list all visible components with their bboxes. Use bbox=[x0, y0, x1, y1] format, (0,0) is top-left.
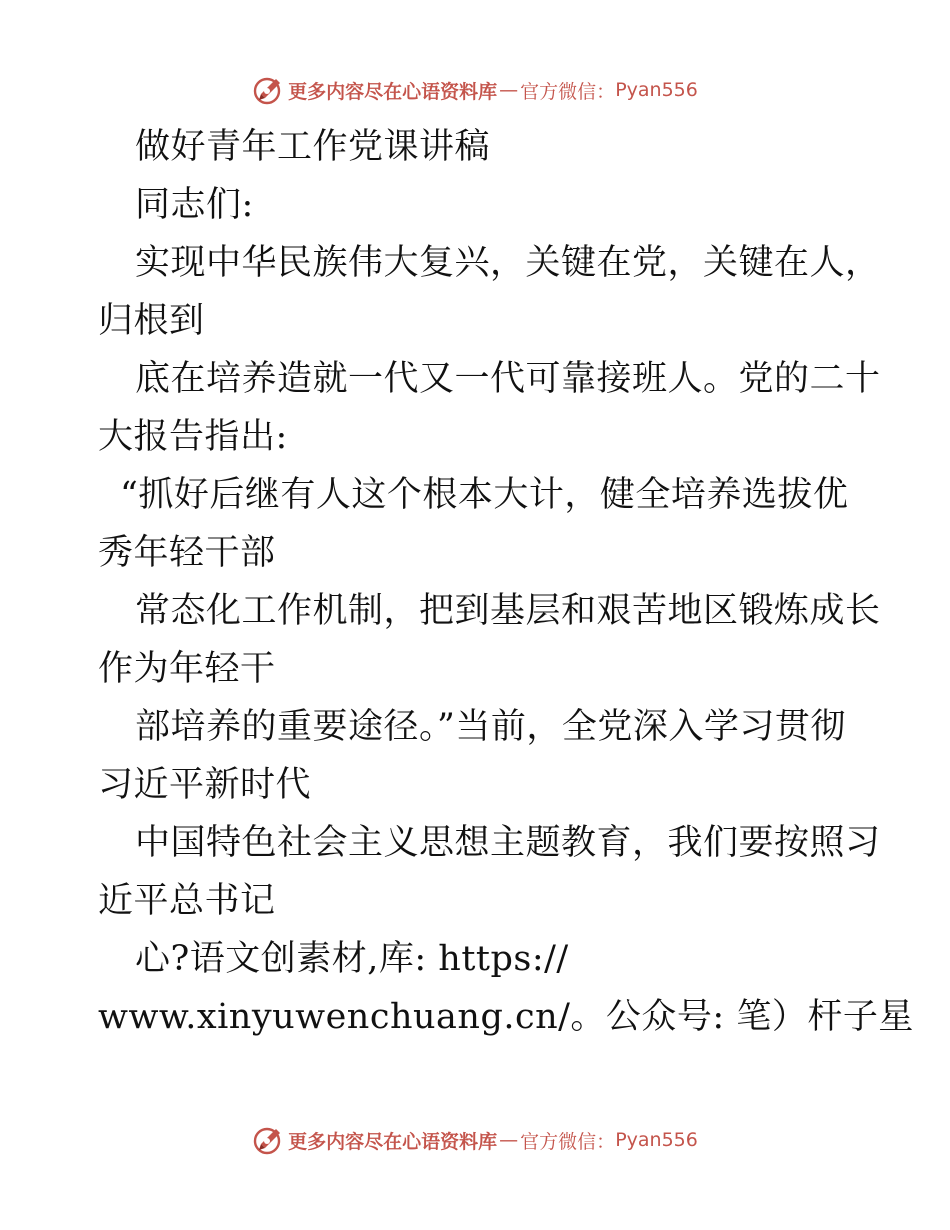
text-line: 近平总书记 bbox=[98, 881, 276, 921]
banner-text: 更多内容尽在心语资料库 bbox=[288, 80, 498, 103]
wechat-id: Pyan556 bbox=[615, 1129, 698, 1151]
text-line: 秀年轻干部 bbox=[98, 533, 276, 573]
text-line: 习近平新时代 bbox=[98, 765, 312, 805]
text-line: 中国特色社会主义思想主题教育，我们要按照习 bbox=[135, 823, 881, 863]
text-line: 心?语文创素材,库: https:// bbox=[135, 939, 569, 979]
header-banner bbox=[0, 70, 950, 110]
text-line: 部培养的重要途径。”当前，全党深入学习贯彻 bbox=[135, 707, 846, 747]
wechat-id: Pyan556 bbox=[615, 79, 698, 101]
text-line: 归根到 bbox=[98, 301, 205, 341]
pen-logo-icon bbox=[252, 1124, 284, 1156]
text-line: 底在培养造就一代又一代可靠接班人。党的二十 bbox=[135, 359, 881, 399]
text-line: “抓好后继有人这个根本大计，健全培养选拔优 bbox=[120, 475, 849, 515]
text-line: 作为年轻干 bbox=[98, 649, 276, 689]
text-line: 大报告指出: bbox=[98, 417, 288, 457]
text-line: 实现中华民族伟大复兴，关键在党，关键在人， bbox=[135, 243, 881, 283]
banner-separator: — bbox=[499, 1129, 519, 1151]
text-line: 常态化工作机制，把到基层和艰苦地区锻炼成长 bbox=[135, 591, 881, 631]
pen-logo-icon bbox=[252, 74, 284, 106]
banner-text: 更多内容尽在心语资料库 bbox=[288, 1130, 498, 1153]
wechat-label: 官方微信： bbox=[520, 1130, 616, 1153]
wechat-label: 官方微信： bbox=[520, 80, 616, 103]
document-body bbox=[98, 118, 914, 1046]
footer-banner bbox=[0, 1120, 950, 1160]
document-title: 做好青年工作党课讲稿 bbox=[135, 127, 491, 167]
text-line: www.xinyuwenchuang.cn/。公众号: 笔）杆子星 bbox=[98, 997, 914, 1037]
banner-separator: — bbox=[499, 79, 519, 101]
text-line: 同志们: bbox=[135, 185, 254, 225]
